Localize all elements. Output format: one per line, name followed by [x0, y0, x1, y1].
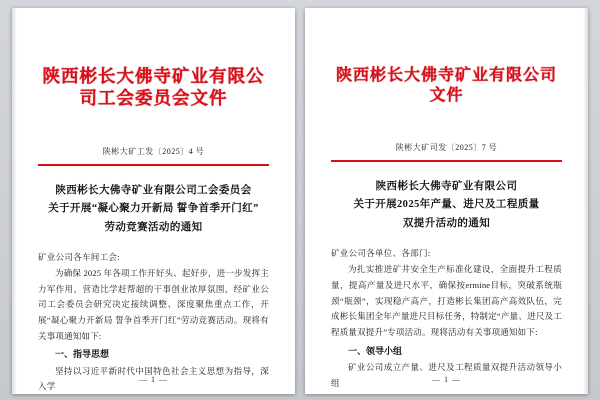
- document-subject-line-2: 关于开展2025年产量、进尺及工程质量: [353, 199, 540, 211]
- document-page-right: [305, 8, 588, 394]
- document-subject-line-1: 陕西彬长大佛寺矿业有限公司工会委员会: [55, 184, 252, 196]
- document-salutation: 矿业公司各车间工会:: [38, 251, 120, 262]
- document-subject-line-2: 关于开展“凝心聚力开新局 誓争首季开门红”: [48, 203, 259, 215]
- document-page-left: [12, 8, 295, 394]
- page-number: — 1 —: [432, 375, 461, 384]
- page-edge-shadow: [583, 8, 588, 394]
- document-body-paragraph: 为确保 2025 年各项工作开好头、起好步，进一步发挥主力军作用，营造比学赶帮超的干事创业浓厚氛围，经矿业公司工会委员会研究决定接续调整、深度聚焦重点工作，开展“凝心聚力开新局 誓争首季开门红”劳动竞赛活动。现将有关事项通知如下:: [38, 267, 269, 341]
- document-subject-line-3: 劳动竞赛活动的通知: [104, 221, 203, 233]
- document-header-title: 陕西彬长大佛寺矿业有限公司文件: [335, 67, 557, 104]
- red-divider-rule: [331, 160, 562, 162]
- document-subject-line-3: 双提升活动的通知: [402, 217, 491, 229]
- document-body-paragraph: 为扎实推进矿井安全生产标准化建设，全面提升工程质量，提高产量及进尺水平，确保按ermine目标，突破系统瓶颈“瓶颈”，实现稳产高产，打造彬长集团高产高效队伍，完成彬长集团全年产量进尺目标任务，特制定“产量、进尺及工程质量双提升”专项活动。现将活动有关事项通知如下:: [331, 264, 562, 337]
- document-header-title: 陕西彬长大佛寺矿业有限公司工会委员会文件: [42, 66, 265, 108]
- document-section-heading: 一、指导思想: [55, 349, 110, 360]
- red-divider-rule: [38, 164, 269, 166]
- document-section-paragraph: 坚持以习近平新时代中国特色社会主义思想为指导，深入学: [38, 365, 269, 392]
- document-number: 陕彬大矿工发〔2025〕4 号: [102, 146, 205, 156]
- document-section-heading: 一、领导小组: [348, 345, 403, 356]
- page-number: — 1 —: [139, 375, 168, 384]
- document-number: 陕彬大矿司发〔2025〕7 号: [395, 143, 498, 152]
- document-section-paragraph: 矿业公司成立产量、进尺及工程质量双提升活动领导小组: [331, 361, 562, 388]
- document-salutation: 矿业公司各单位、各部门:: [331, 248, 431, 259]
- page-edge-shadow: [12, 8, 17, 394]
- document-subject-line-1: 陕西彬长大佛寺矿业有限公司: [375, 181, 518, 192]
